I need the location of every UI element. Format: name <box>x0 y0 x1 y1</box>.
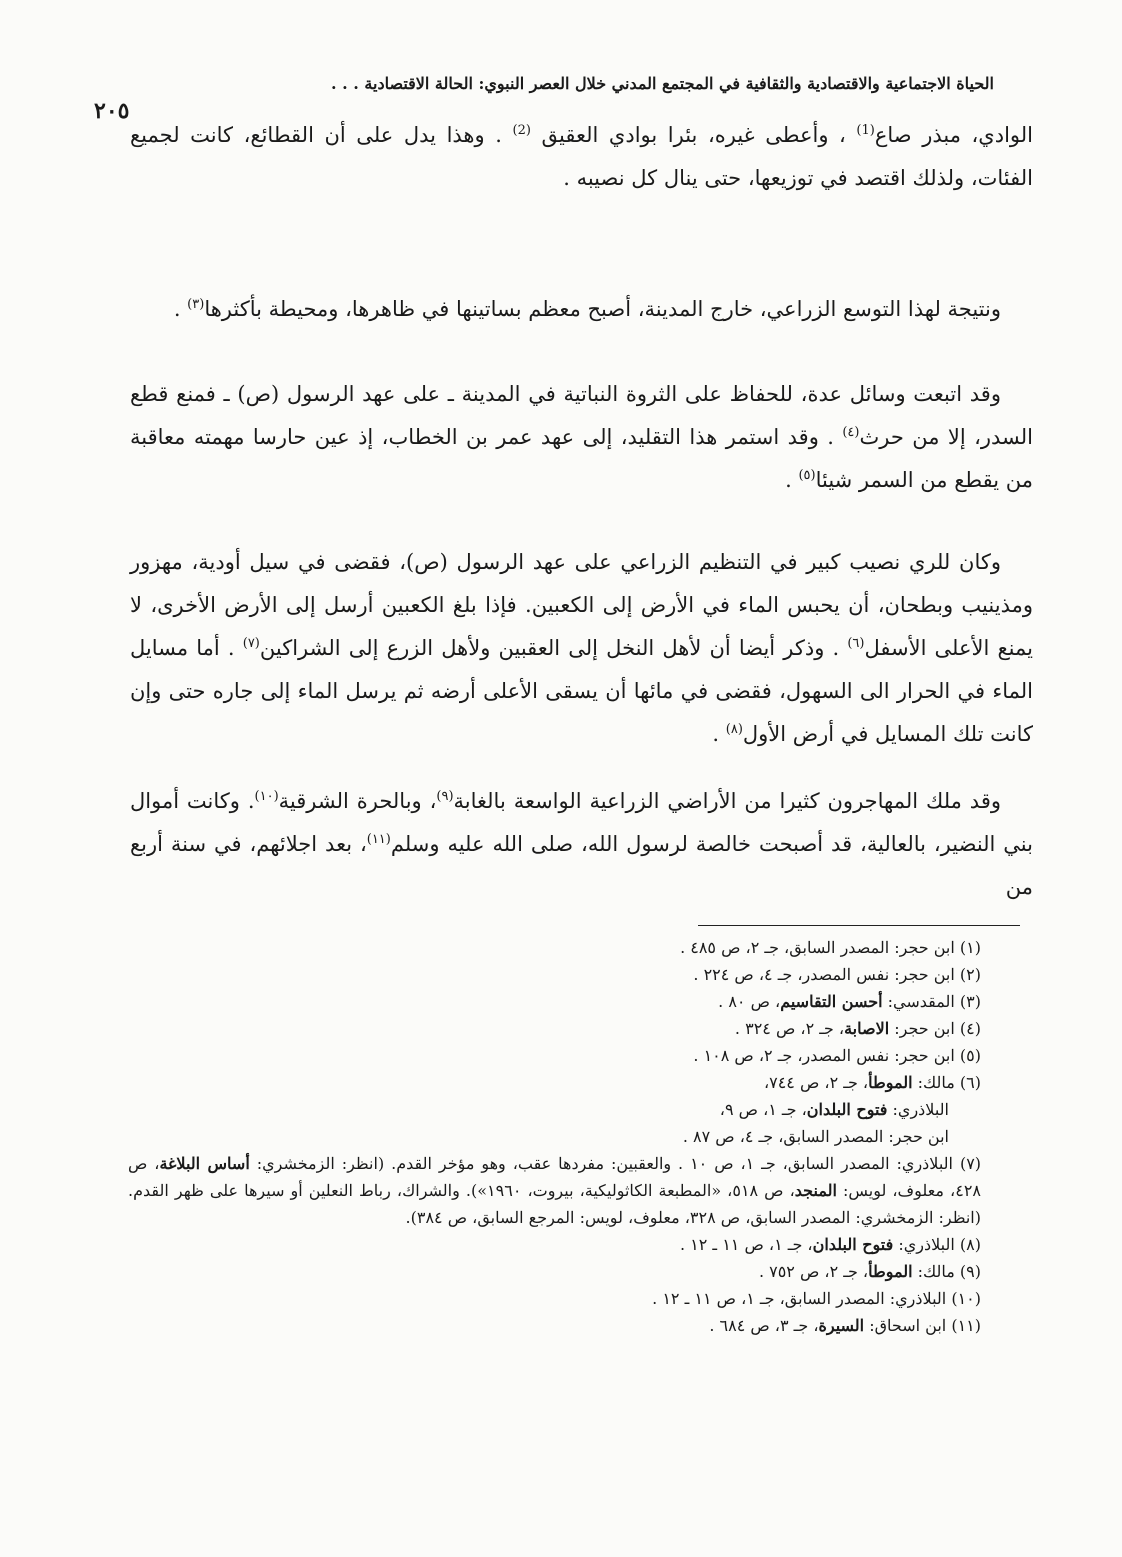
footnote-ref: (٤) <box>842 425 860 440</box>
footnote <box>128 988 1033 1015</box>
text-run: . وذكر أيضا أن لأهل النخل إلى العقبين ولأهل الزرع إلى الشراكين <box>259 636 848 660</box>
text-run: ، ص ٨٠ . <box>718 992 781 1011</box>
paragraph <box>130 373 1033 502</box>
text-run: . أما مسايل الماء في الحرار الى السهول، فقضى في مائها أن يسقى الأعلى أرضه ثم يرسل الماء إلى جاره حتى وإن كانت تلك المسايل في أرض الأول <box>130 636 1033 746</box>
page-number: ٢٠٥ <box>94 98 130 124</box>
text-run: الوادي، مبذر صاع <box>874 123 1034 147</box>
footnote-ref: (1) <box>856 123 875 138</box>
footnote-ref: (٦) <box>847 636 865 651</box>
text-run: ابن حجر: المصدر السابق، جـ ٤، ص ٨٧ . <box>682 1127 949 1146</box>
text-run: وقد ملك المهاجرون كثيرا من الأراضي الزراعية الواسعة بالغابة <box>453 789 1002 813</box>
text-run: . <box>712 722 726 746</box>
book-title: فتوح البلدان <box>806 1100 888 1119</box>
book-title: المنجد <box>794 1181 837 1200</box>
text-run: (٨) البلاذري: <box>893 1235 981 1254</box>
footnote <box>128 1258 1033 1285</box>
book-title: الموطأ <box>868 1262 913 1281</box>
footnote-divider <box>698 925 1020 926</box>
footnote <box>128 1150 1033 1231</box>
footnote <box>128 1096 1033 1123</box>
book-title: أحسن التقاسيم <box>780 992 883 1011</box>
text-run: (٣) المقدسي: <box>882 992 981 1011</box>
footnote <box>128 1231 1033 1258</box>
text-run: (٩) مالك: <box>912 1262 981 1281</box>
text-run: ، وأعطى غيره، بئرا بوادي العقيق <box>530 123 857 147</box>
text-run: ، جـ ٢، ص ٣٢٤ . <box>734 1019 845 1038</box>
text-run: . وقد استمر هذا التقليد، إلى عهد عمر بن الخطاب، إذ عين حارسا مهمته معاقبة من يقطع من السمر شيئا <box>130 425 1033 492</box>
footnote-ref: (١٠) <box>254 789 279 804</box>
paragraph <box>130 541 1033 756</box>
text-run: ونتيجة لهذا التوسع الزراعي، خارج المدينة، أصبح معظم بساتينها في ظاهرها، ومحيطة بأكثرها <box>204 297 1001 321</box>
footnote <box>128 934 1033 961</box>
footnote <box>128 961 1033 988</box>
book-title: الموطأ <box>868 1073 913 1092</box>
footnote <box>128 1069 1033 1096</box>
footnote <box>128 1123 1033 1150</box>
text-run: ، جـ ٢، ص ٧٥٢ . <box>758 1262 869 1281</box>
text-run: (٥) ابن حجر: نفس المصدر، جـ ٢، ص ١٠٨ . <box>693 1046 981 1065</box>
footnote-ref: (٨) <box>725 722 743 737</box>
footnote <box>128 1312 1033 1339</box>
paragraph <box>130 114 1033 200</box>
text-run: (٦) مالك: <box>912 1073 981 1092</box>
text-run: ، وبالحرة الشرقية <box>278 789 437 813</box>
footnote <box>128 1042 1033 1069</box>
book-title: فتوح البلدان <box>812 1235 894 1254</box>
footnote <box>128 1285 1033 1312</box>
text-run: ، جـ ٣، ص ٦٨٤ . <box>709 1316 819 1335</box>
text-run: (٧) البلاذري: المصدر السابق، جـ ١، ص ١٠ . والعقبين: مفردها عقب، وهو مؤخر القدم. (انظر: الزمخشري: <box>249 1154 982 1173</box>
text-run: (٤) ابن حجر: <box>889 1019 981 1038</box>
paragraph <box>130 288 1033 331</box>
footnote-ref: (2) <box>512 123 531 138</box>
footnote-ref: (٥) <box>798 468 816 483</box>
footnotes <box>128 934 1033 1339</box>
text-run: وقد اتبعت وسائل عدة، للحفاظ على الثروة النباتية في المدينة ـ على عهد الرسول (ص) ـ فمنع قطع السدر، إلا من حرث <box>130 382 1033 449</box>
text-run: البلاذري: <box>887 1100 949 1119</box>
footnote-ref: (٩) <box>436 789 454 804</box>
text-run: . <box>173 297 188 321</box>
text-run: . وهذا يدل على أن القطائع، كانت لجميع الفئات، ولذلك اقتصد في توزيعها، حتى ينال كل نصيبه . <box>130 123 1033 190</box>
footnote-ref: (١١) <box>366 832 391 847</box>
text-run: وكان للري نصيب كبير في التنظيم الزراعي على عهد الرسول (ص)، فقضى في سيل أودية، مهزور ومذينيب وبطحان، أن يحبس الماء في الأرض إلى الكعبين. فإذا بلغ الكعبين أرسل إلى الأرض الأخرى، لا يمنع الأعلى الأسفل <box>130 550 1033 660</box>
running-title: الحياة الاجتماعية والاقتصادية والثقافية في المجتمع المدني خلال العصر النبوي: الحالة الاقتصادية . . . <box>330 74 994 93</box>
footnote <box>128 1015 1033 1042</box>
paragraph <box>130 780 1033 909</box>
text-run: (١٠) البلاذري: المصدر السابق، جـ ١، ص ١١ ـ ١٢ . <box>652 1289 981 1308</box>
text-run: (١) ابن حجر: المصدر السابق، جـ ٢، ص ٤٨٥ . <box>680 938 981 957</box>
footnote-ref: (٧) <box>242 636 260 651</box>
text-run: (٢) ابن حجر: نفس المصدر، جـ ٤، ص ٢٢٤ . <box>693 965 981 984</box>
book-title: أساس البلاغة <box>159 1154 250 1173</box>
text-run: . وكانت أموال بني النضير، بالعالية، قد أصبحت خالصة لرسول الله، صلى الله عليه وسلم <box>130 789 1033 856</box>
footnote-ref: (٣) <box>187 297 205 312</box>
book-title: الاصابة <box>844 1019 890 1038</box>
text-run: ، ص ٥١٨، «المطبعة الكاثوليكية، بيروت، ١٩٦٠»). والشراك، رباط النعلين أو سيرها على ظهر القدم. (انظر: الزمخشري: المصدر السابق، ص ٣٢٨، معلوف، لويس: المرجع السابق، ص ٣٨٤). <box>128 1181 981 1227</box>
book-title: السيرة <box>818 1316 865 1335</box>
text-run: ، ص ٤٢٨، معلوف، لويس: <box>128 1154 981 1200</box>
text-run: (١١) ابن اسحاق: <box>864 1316 981 1335</box>
text-run: ، جـ ٢، ص ٧٤٤، <box>763 1073 869 1092</box>
text-run: ، جـ ١، ص ١١ ـ ١٢ . <box>679 1235 813 1254</box>
text-run: . <box>785 468 799 492</box>
text-run: ، جـ ١، ص ٩، <box>719 1100 807 1119</box>
text-run: ، بعد اجلائهم، في سنة أربع من <box>130 832 1033 899</box>
